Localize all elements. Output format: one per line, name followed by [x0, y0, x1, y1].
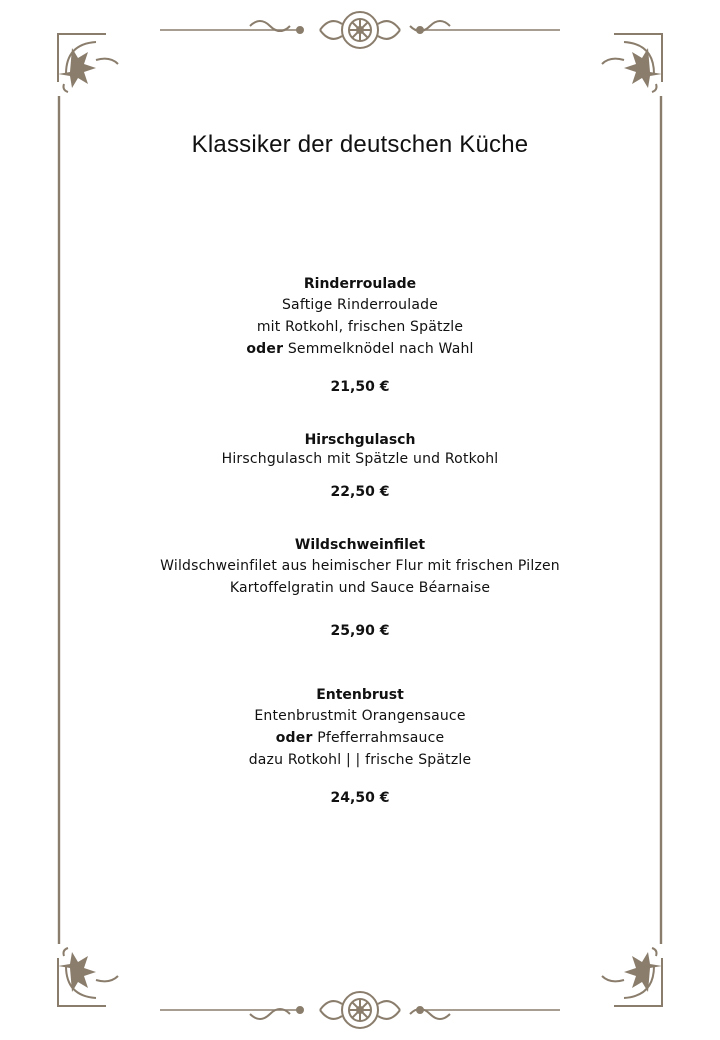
page-title: Klassiker der deutschen Küche: [191, 131, 529, 158]
dish-name: Entenbrust: [316, 687, 404, 703]
dish-price: 22,50 €: [330, 484, 390, 500]
dish-description-line: Wildschweinfilet aus heimischer Flur mit frischen Pilzen: [160, 558, 560, 574]
dish-price: 24,50 €: [330, 790, 390, 806]
menu-item-wildschweinfilet: [0, 535, 720, 599]
dish-description-line: Saftige Rinderroulade: [281, 297, 439, 313]
dish-description-line: Kartoffelgratin und Sauce Béarnaise: [229, 580, 491, 596]
menu-item-rinderroulade: [0, 274, 720, 360]
dish-description-line: Hirschgulasch mit Spätzle und Rotkohl: [221, 451, 499, 467]
dish-name: Rinderroulade: [303, 276, 417, 292]
dish-description-line: mit Rotkohl, frischen Spätzle: [256, 319, 464, 335]
dish-price: 25,90 €: [330, 623, 390, 639]
menu-item-hirschgulasch: [0, 430, 720, 468]
dish-description-line: oder Semmelknödel nach Wahl: [246, 341, 474, 357]
dish-price: 21,50 €: [330, 379, 390, 395]
dish-description-line: dazu Rotkohl | | frische Spätzle: [248, 752, 472, 768]
dish-description-line: Entenbrustmit Orangensauce: [254, 708, 466, 724]
dish-name: Hirschgulasch: [304, 432, 416, 448]
menu-item-entenbrust: [0, 685, 720, 771]
dish-name: Wildschweinfilet: [294, 537, 426, 553]
dish-description-line: oder Pfefferrahmsauce: [275, 730, 445, 746]
